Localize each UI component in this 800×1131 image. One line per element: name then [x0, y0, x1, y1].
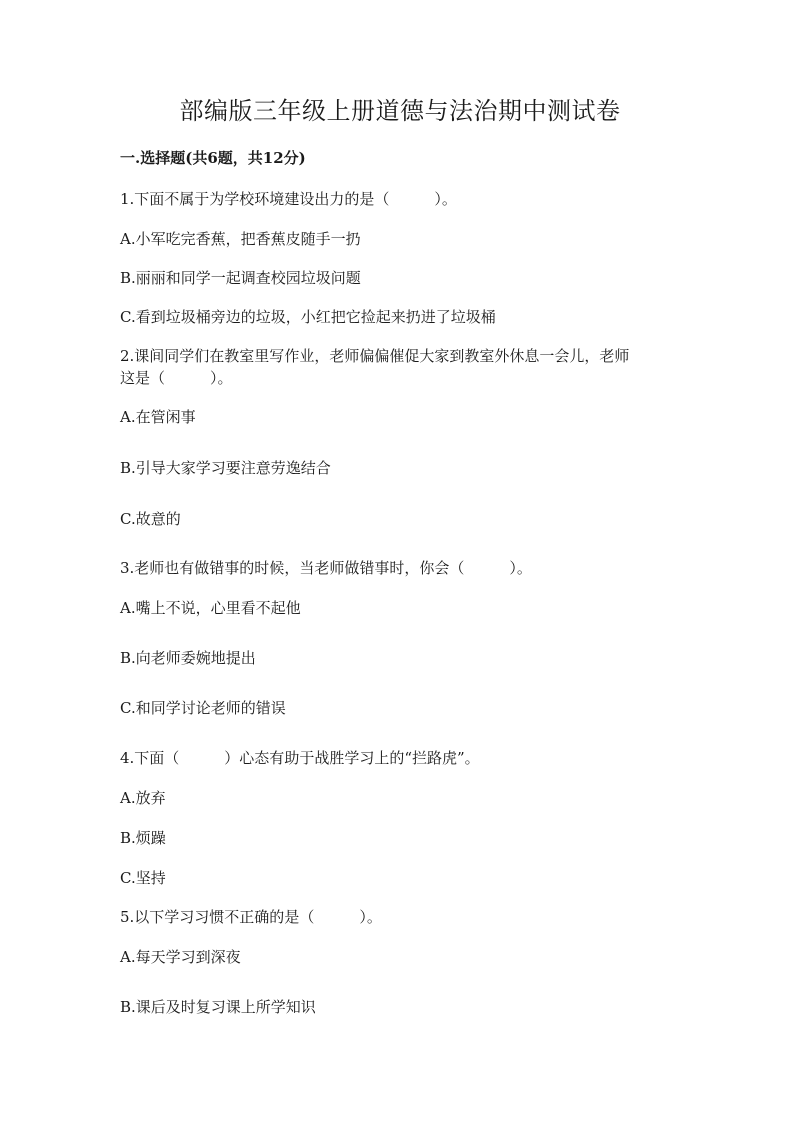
question-4-stem: 4.下面（ ）心态有助于战胜学习上的“拦路虎”。: [120, 749, 480, 767]
question-1-stem: 1.下面不属于为学校环境建设出力的是（ ）。: [120, 190, 457, 208]
question-1-option-a: A.小军吃完香蕉，把香蕉皮随手一扔: [120, 230, 361, 248]
question-1-option-b: B.丽丽和同学一起调查校园垃圾问题: [120, 269, 361, 287]
question-2-stem-line-1: 2.课间同学们在教室里写作业，老师偏偏催促大家到教室外休息一会儿，老师: [120, 347, 630, 365]
question-2-option-c: C.故意的: [120, 510, 181, 528]
question-3-option-c: C.和同学讨论老师的错误: [120, 699, 286, 717]
question-3-option-a: A.嘴上不说，心里看不起他: [120, 599, 301, 617]
page-title: 部编版三年级上册道德与法治期中测试卷: [179, 97, 621, 125]
question-3-stem: 3.老师也有做错事的时候，当老师做错事时，你会（ ）。: [120, 559, 532, 577]
question-5-option-b: B.课后及时复习课上所学知识: [120, 998, 316, 1016]
question-2-option-a: A.在管闲事: [120, 408, 196, 426]
question-4-option-c: C.坚持: [120, 869, 166, 887]
question-2-stem-line-2: 这是（ ）。: [120, 369, 233, 387]
question-5-stem: 5.以下学习习惯不正确的是（ ）。: [120, 908, 382, 926]
question-5-option-a: A.每天学习到深夜: [120, 948, 241, 966]
question-2-option-b: B.引导大家学习要注意劳逸结合: [120, 459, 331, 477]
question-3-option-b: B.向老师委婉地提出: [120, 649, 256, 667]
question-4-option-b: B.烦躁: [120, 829, 166, 847]
question-1-option-c: C.看到垃圾桶旁边的垃圾，小红把它捡起来扔进了垃圾桶: [120, 308, 496, 326]
question-4-option-a: A.放弃: [120, 789, 166, 807]
section-heading: 一.选择题(共6题，共12分): [120, 149, 306, 167]
